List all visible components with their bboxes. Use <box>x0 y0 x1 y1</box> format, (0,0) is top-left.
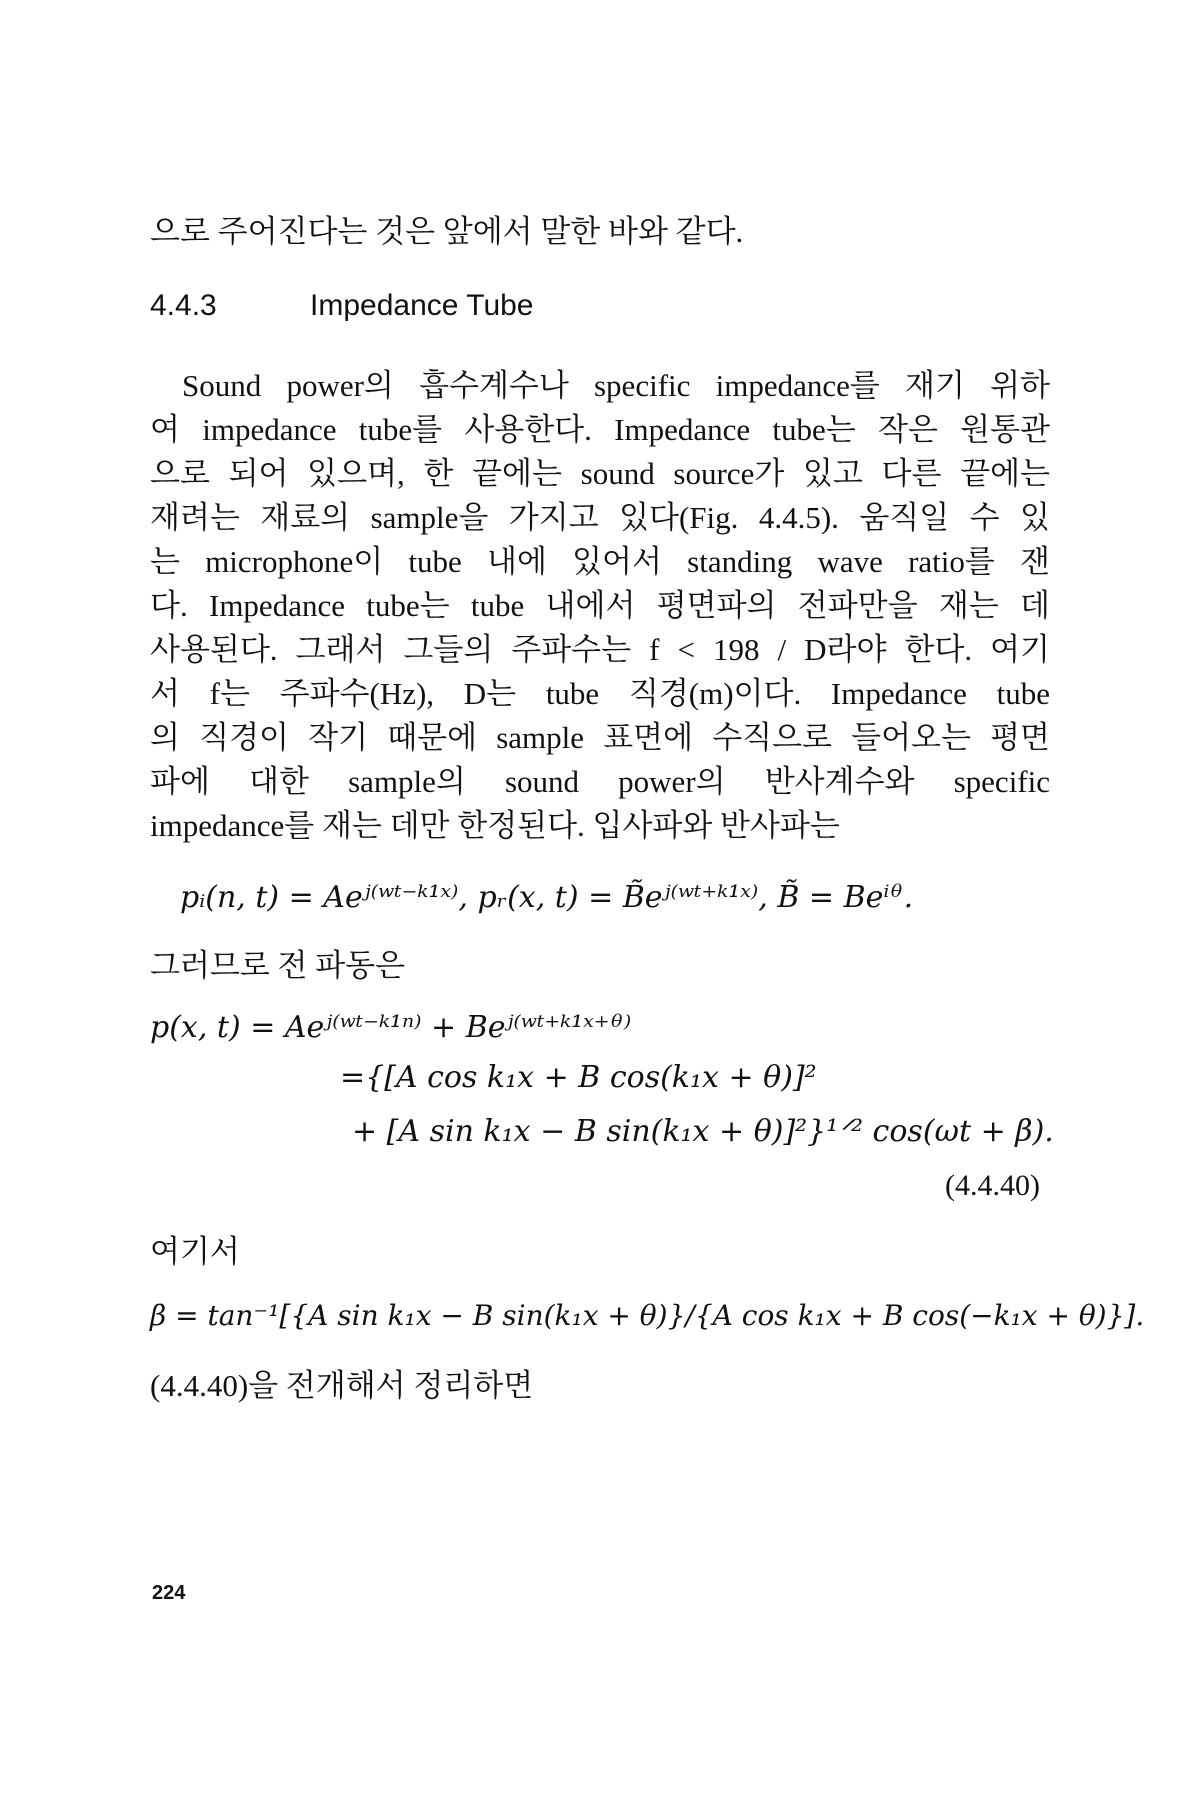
paragraph-line: impedance를 재는 데만 한정된다. 입사파와 반사파는 <box>150 808 840 843</box>
section-heading <box>150 286 534 326</box>
paragraph-line: 의 직경이 작기 때문에 sample 표면에 수직으로 들어오는 평면 <box>150 720 1050 755</box>
section-number: 4.4.3 <box>150 289 217 322</box>
paragraph-line: 으로 되어 있으며, 한 끝에는 sound source가 있고 다른 끝에는 <box>150 456 1050 491</box>
page-number: 224 <box>152 1582 186 1604</box>
top-line: 으로 주어진다는 것은 앞에서 말한 바와 같다. <box>150 214 744 249</box>
then-text: 그러므로 전 파동은 <box>150 948 406 983</box>
equation-incident-reflected: pᵢ(n, t) = Aeʲ⁽ʷᵗ⁻ᵏ¹ˣ⁾, pᵣ(x, t) = B̃eʲ⁽ʷᵗ⁺ᵏ¹ˣ⁾, B̃ = Beⁱᶿ. <box>180 880 914 915</box>
paragraph-line: 는 microphone이 tube 내에 있어서 standing wave ratio를 잰 <box>150 544 1050 579</box>
paragraph-line: 재려는 재료의 sample을 가지고 있다(Fig. 4.4.5). 움직일 수 있 <box>150 500 1050 535</box>
paragraph-line: Sound power의 흡수계수나 specific impedance를 재기 위하 <box>182 368 1050 403</box>
paragraph-line: 다. Impedance tube는 tube 내에서 평면파의 전파만을 재는 데 <box>150 588 1050 623</box>
equation-total-line-3: + [A sin k₁x − B sin(k₁x + θ)]²}¹ᐟ² cos(ωt + β). <box>352 1114 1054 1149</box>
equation-number: (4.4.40) <box>945 1169 1040 1202</box>
paragraph-line: 서 f는 주파수(Hz), D는 tube 직경(m)이다. Impedance tube <box>150 676 1050 711</box>
equation-beta: β = tan⁻¹[{A sin k₁x − B sin(k₁x + θ)}/{A cos k₁x + B cos(−k₁x + θ)}]. <box>150 1299 1145 1332</box>
last-line: (4.4.40)을 전개해서 정리하면 <box>150 1368 534 1403</box>
equation-total-line-1: p(x, t) = Aeʲ⁽ʷᵗ⁻ᵏ¹ⁿ⁾ + Beʲ⁽ʷᵗ⁺ᵏ¹ˣ⁺ᶿ⁾ <box>150 1010 632 1045</box>
paragraph-line: 파에 대한 sample의 sound power의 반사계수와 specific <box>150 764 1050 799</box>
section-title: Impedance Tube <box>310 289 534 322</box>
paragraph-line: 사용된다. 그래서 그들의 주파수는 f < 198 / D라야 한다. 여기 <box>150 632 1050 667</box>
here-text: 여기서 <box>150 1234 240 1269</box>
equation-total-line-2: ={[A cos k₁x + B cos(k₁x + θ)]² <box>340 1060 817 1095</box>
paragraph-line: 여 impedance tube를 사용한다. Impedance tube는 작은 원통관 <box>150 412 1050 447</box>
